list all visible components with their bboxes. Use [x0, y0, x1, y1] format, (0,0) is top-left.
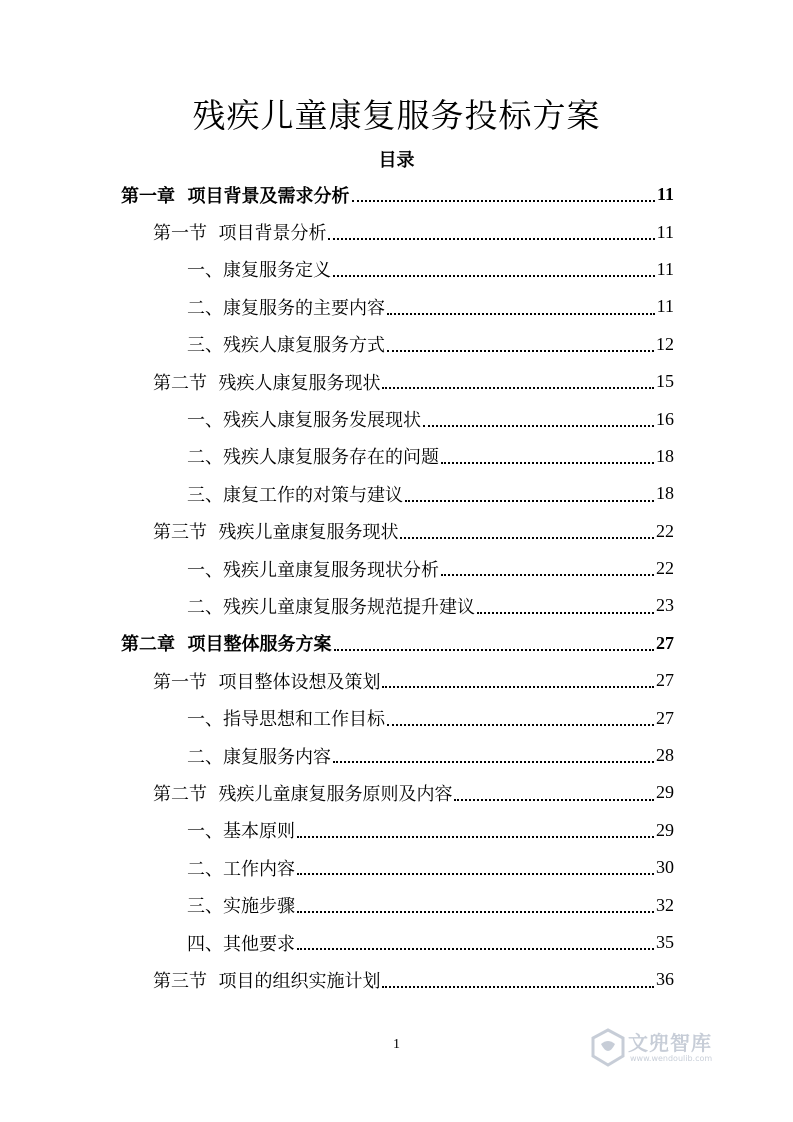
toc-leader-dots: [352, 200, 655, 202]
toc-entry[interactable]: [0, 400, 793, 437]
toc-entry-page: 11: [656, 184, 674, 205]
toc-entry-page: 12: [656, 333, 674, 354]
toc-entry-label: 二、康复服务内容: [187, 746, 331, 768]
toc-leader-dots: [387, 313, 655, 315]
toc-entry-page: 30: [656, 857, 674, 878]
toc-leader-dots: [333, 275, 655, 277]
toc-leader-dots: [297, 911, 654, 913]
watermark: [588, 1022, 748, 1078]
toc-entry-label: 四、其他要求: [187, 933, 295, 955]
toc-entry-page: 16: [656, 408, 674, 429]
toc-entry[interactable]: [0, 625, 793, 662]
toc-entry-label: 二、工作内容: [187, 858, 295, 880]
toc-entry-page: 11: [656, 221, 674, 242]
toc-entry-label: 三、康复工作的对策与建议: [187, 484, 403, 506]
watermark-text: 文兜智库: [628, 1031, 712, 1055]
toc-leader-dots: [387, 350, 654, 352]
toc-entry-label: 二、残疾人康复服务存在的问题: [187, 447, 439, 469]
toc-entry[interactable]: [0, 886, 793, 923]
toc-entry-page: 28: [656, 745, 674, 766]
watermark-logo-icon: [590, 1028, 626, 1068]
toc-entry-page: 29: [656, 782, 674, 803]
toc-entry-page: 27: [656, 632, 674, 653]
toc-entry[interactable]: [0, 438, 793, 475]
toc-entry-page: 18: [656, 445, 674, 466]
watermark-url: www.wendoulib.com: [630, 1054, 713, 1063]
toc-entry[interactable]: [0, 213, 793, 250]
toc-entry-label: 第一节 项目整体设想及策划: [153, 671, 381, 693]
document-title: 残疾儿童康复服务投标方案: [192, 96, 601, 135]
toc-leader-dots: [328, 238, 654, 240]
toc-entry[interactable]: [0, 737, 793, 774]
toc-entry-label: 第一节 项目背景分析: [153, 223, 327, 245]
toc-leader-dots: [423, 425, 654, 427]
toc-leader-dots: [297, 836, 654, 838]
toc-entry-page: 27: [656, 670, 674, 691]
toc-heading: 目录: [378, 150, 415, 171]
toc-entry-label: 第二节 残疾儿童康复服务原则及内容: [153, 783, 453, 805]
toc-leader-dots: [382, 986, 654, 988]
toc-leader-dots: [400, 537, 654, 539]
toc-entry-page: 18: [656, 483, 674, 504]
toc-leader-dots: [387, 724, 654, 726]
toc-entry-label: 第三节 残疾儿童康复服务现状: [153, 522, 399, 544]
toc-entry[interactable]: [0, 961, 793, 998]
toc-entry-page: 11: [656, 296, 674, 317]
toc-entry-page: 35: [656, 932, 674, 952]
toc-entry[interactable]: [0, 288, 793, 325]
toc-entry-page: 22: [656, 520, 674, 541]
toc-entry-label: 三、残疾人康复服务方式: [187, 335, 385, 357]
toc-entry-label: 一、康复服务定义: [187, 260, 331, 282]
toc-leader-dots: [441, 462, 654, 464]
toc-entry-label: 一、基本原则: [187, 821, 295, 843]
toc-leader-dots: [334, 649, 654, 651]
toc-leader-dots: [382, 387, 654, 389]
toc-entry[interactable]: [0, 326, 793, 363]
toc-leader-dots: [382, 686, 654, 688]
toc-entry-page: 23: [656, 595, 674, 616]
toc-entry-label: 二、残疾儿童康复服务规范提升建议: [187, 596, 475, 618]
toc-leader-dots: [333, 761, 654, 763]
toc-entry-label: 一、指导思想和工作目标: [187, 709, 385, 731]
toc-entry[interactable]: [0, 924, 793, 961]
toc-entry-label: 第二章 项目整体服务方案: [121, 634, 332, 656]
toc-entry[interactable]: [0, 363, 793, 400]
toc-leader-dots: [441, 574, 654, 576]
table-of-contents: [0, 176, 793, 999]
toc-entry[interactable]: [0, 812, 793, 849]
page-number: 1: [393, 1037, 400, 1052]
toc-entry[interactable]: [0, 849, 793, 886]
toc-entry[interactable]: [0, 550, 793, 587]
toc-entry-label: 二、康复服务的主要内容: [187, 297, 385, 319]
toc-entry-page: 32: [656, 894, 674, 915]
toc-entry[interactable]: [0, 513, 793, 550]
toc-entry[interactable]: [0, 176, 793, 213]
toc-entry-page: 15: [656, 371, 674, 392]
toc-entry[interactable]: [0, 774, 793, 811]
toc-entry-label: 第二节 残疾人康复服务现状: [153, 372, 381, 394]
toc-entry-page: 22: [656, 558, 674, 579]
toc-entry-label: 一、残疾人康复服务发展现状: [187, 410, 421, 432]
toc-entry-page: 36: [656, 969, 674, 990]
toc-entry-label: 第一章 项目背景及需求分析: [121, 185, 350, 207]
toc-entry-label: 第三节 项目的组织实施计划: [153, 970, 381, 992]
toc-leader-dots: [405, 500, 654, 502]
toc-entry[interactable]: [0, 251, 793, 288]
toc-entry[interactable]: [0, 662, 793, 699]
toc-entry-page: 29: [656, 819, 674, 840]
toc-entry[interactable]: [0, 699, 793, 736]
toc-entry-page: 27: [656, 707, 674, 728]
toc-entry[interactable]: [0, 587, 793, 624]
toc-leader-dots: [297, 873, 654, 875]
toc-leader-dots: [454, 799, 654, 801]
toc-entry[interactable]: [0, 475, 793, 512]
toc-entry-page: 11: [656, 258, 674, 279]
toc-entry-label: 三、实施步骤: [187, 896, 295, 918]
toc-entry-label: 一、残疾儿童康复服务现状分析: [187, 559, 439, 581]
toc-leader-dots: [477, 612, 654, 614]
toc-leader-dots: [297, 948, 654, 950]
